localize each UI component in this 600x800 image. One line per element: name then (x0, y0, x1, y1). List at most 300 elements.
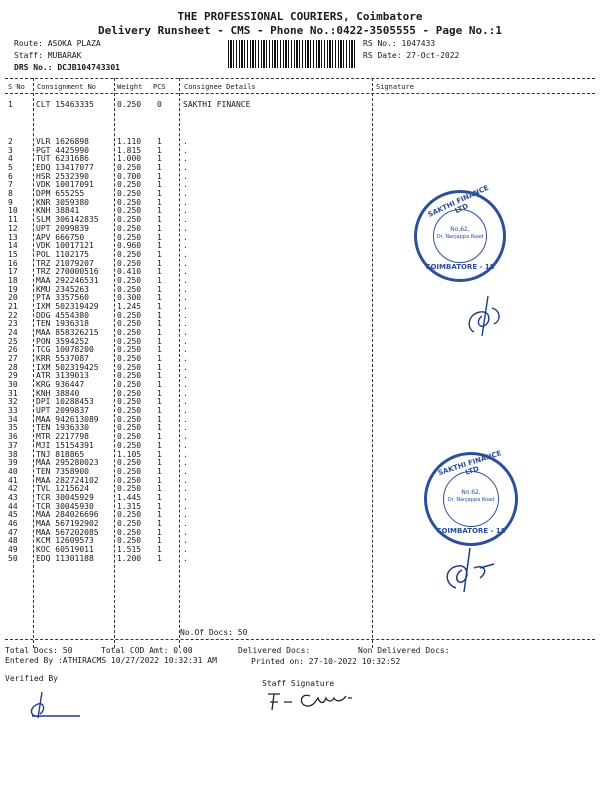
cell-consignee-dot: . (183, 406, 188, 416)
cell-pcs: 1 (157, 553, 162, 563)
cell-consignee-dot: . (183, 440, 188, 450)
cell-consignee-dot: . (183, 319, 188, 329)
cell-consignee-dot: . (183, 475, 188, 485)
cell-consignment: VLR 1626898 (36, 137, 89, 146)
cell-sno: 12 (8, 223, 18, 233)
table-row (0, 225, 600, 233)
cell-consignment: DDG 4554380 (36, 310, 89, 320)
cell-sno: 26 (8, 345, 18, 355)
col-header-pcs: PCS (153, 83, 166, 91)
cell-sno: 46 (8, 518, 18, 528)
cell-pcs: 1 (157, 171, 162, 181)
cell-sno: 33 (8, 406, 18, 416)
cell-consignee-dot: . (183, 362, 188, 372)
cell-consignee: SAKTHI FINANCE (183, 100, 251, 109)
cell-pcs: 1 (157, 180, 162, 190)
table-row (0, 312, 600, 320)
company-stamp: SAKTHI FINANCE LTD No.62, Dr. Nanjappa Road COIMBATORE - 18 (424, 452, 518, 546)
cell-weight: 0.250 (117, 284, 142, 294)
cell-weight: 0.250 (117, 518, 142, 528)
receiver-signature (440, 538, 500, 596)
cell-consignee-dot: . (183, 553, 188, 563)
cell-weight: 1.000 (117, 154, 142, 164)
cell-pcs: 1 (157, 414, 162, 424)
cell-consignee-dot: . (183, 484, 188, 494)
cell-pcs: 0 (157, 100, 162, 109)
cell-sno: 32 (8, 397, 18, 407)
cell-sno: 29 (8, 371, 18, 381)
col-header-signature: Signature (376, 83, 414, 91)
cell-pcs: 1 (157, 310, 162, 320)
cell-pcs: 1 (157, 501, 162, 511)
cell-consignment: MAA 295280023 (36, 458, 99, 468)
cell-sno: 45 (8, 510, 18, 520)
barcode (228, 40, 356, 68)
cell-weight: 0.300 (117, 293, 142, 303)
cell-consignee-dot: . (183, 397, 188, 407)
table-row (0, 442, 600, 450)
cell-consignee-dot: . (183, 545, 188, 554)
cell-pcs: 1 (157, 275, 162, 285)
cell-weight: 0.250 (117, 380, 142, 389)
cell-weight: 1.245 (117, 301, 142, 311)
cell-pcs: 1 (157, 527, 162, 537)
table-row (0, 286, 600, 294)
cell-consignee-dot: . (183, 518, 188, 528)
cell-consignment: MAA 292246531 (36, 275, 99, 285)
cell-consignment: KNR 3059380 (36, 197, 89, 207)
cell-consignee-dot: . (183, 206, 188, 216)
cell-consignment: KNH 38840 (36, 388, 80, 398)
cell-sno: 10 (8, 206, 18, 216)
cell-consignment: MAA 282724102 (36, 475, 99, 485)
cell-consignment: KOC 60519011 (36, 545, 94, 554)
cell-sno: 42 (8, 484, 18, 494)
cell-consignee-dot: . (183, 380, 188, 389)
cell-sno: 25 (8, 336, 18, 346)
cell-pcs: 1 (157, 518, 162, 528)
verifier-signature (22, 688, 82, 722)
cell-sno: 4 (8, 154, 13, 164)
cell-consignment: PTA 3357560 (36, 293, 89, 303)
cell-weight: 0.250 (117, 458, 142, 468)
cell-weight: 1.200 (117, 553, 142, 563)
cell-consignment: MAA 942613089 (36, 414, 99, 424)
cell-weight: 0.250 (117, 319, 142, 329)
cell-sno: 3 (8, 145, 13, 155)
cell-consignment: MAA 858326215 (36, 328, 99, 337)
table-row (0, 268, 600, 276)
cell-weight: 0.250 (117, 189, 142, 199)
cell-sno: 47 (8, 527, 18, 537)
cell-sno: 27 (8, 354, 18, 363)
cell-consignee-dot: . (183, 223, 188, 233)
cell-sno: 8 (8, 189, 13, 199)
cell-consignment: TEN 7358900 (36, 466, 89, 476)
cell-sno: 2 (8, 137, 13, 146)
col-header-sno: S No (8, 83, 25, 91)
cell-consignee-dot: . (183, 301, 188, 311)
cell-pcs: 1 (157, 232, 162, 242)
cell-consignment: UPT 2099839 (36, 223, 89, 233)
cell-weight: 0.250 (117, 336, 142, 346)
cell-consignment: TVL 1215624 (36, 484, 89, 494)
cell-consignment: IXM 502319425 (36, 362, 99, 372)
cell-consignment: KCM 12609573 (36, 536, 94, 546)
cell-consignee-dot: . (183, 249, 188, 259)
cell-consignee-dot: . (183, 449, 188, 459)
cell-sno: 36 (8, 432, 18, 442)
cell-consignment: KRR 5537087 (36, 354, 89, 363)
cell-pcs: 1 (157, 371, 162, 381)
table-row (0, 355, 600, 363)
total-cod: Total COD Amt: 0.00 (101, 646, 193, 655)
cell-pcs: 1 (157, 423, 162, 433)
cell-consignee-dot: . (183, 501, 188, 511)
cell-pcs: 1 (157, 258, 162, 268)
cell-weight: 0.250 (117, 163, 142, 172)
cell-weight: 1.515 (117, 545, 142, 554)
table-top-rule (5, 78, 595, 79)
cell-consignee-dot: . (183, 241, 188, 251)
cell-consignment: TEN 1936330 (36, 423, 89, 433)
table-bottom-rule (5, 639, 595, 640)
cell-consignee-dot: . (183, 154, 188, 164)
cell-weight: 0.250 (117, 354, 142, 363)
cell-sno: 30 (8, 380, 18, 389)
runsheet-title: Delivery Runsheet - CMS - Phone No.:0422-3505555 - Page No.:1 (98, 24, 502, 37)
cell-sno: 39 (8, 458, 18, 468)
cell-consignee-dot: . (183, 328, 188, 337)
cell-weight: 1.105 (117, 449, 142, 459)
cell-pcs: 1 (157, 466, 162, 476)
cell-sno: 44 (8, 501, 18, 511)
cell-weight: 0.250 (117, 197, 142, 207)
table-row (0, 181, 600, 189)
cell-consignment: MTR 2217798 (36, 432, 89, 442)
cell-consignment: TCG 10078200 (36, 345, 94, 355)
cell-weight: 0.250 (117, 432, 142, 442)
cell-pcs: 1 (157, 406, 162, 416)
cell-sno: 6 (8, 171, 13, 181)
cell-weight: 0.250 (117, 215, 142, 225)
cell-sno: 37 (8, 440, 18, 450)
cell-pcs: 1 (157, 154, 162, 164)
cell-sno: 48 (8, 536, 18, 546)
cell-sno: 23 (8, 319, 18, 329)
cell-weight: 0.250 (117, 180, 142, 190)
cell-consignee-dot: . (183, 388, 188, 398)
cell-consignment: TRZ 21079207 (36, 258, 94, 268)
cell-consignee-dot: . (183, 258, 188, 268)
cell-pcs: 1 (157, 362, 162, 372)
cell-consignment: IXM 502319429 (36, 301, 99, 311)
cell-sno: 22 (8, 310, 18, 320)
staff-label: Staff: MUBARAK (14, 51, 82, 60)
cell-sno: 43 (8, 492, 18, 502)
cell-pcs: 1 (157, 545, 162, 554)
cell-sno: 11 (8, 215, 18, 225)
cell-weight: 0.250 (117, 275, 142, 285)
table-row (0, 407, 600, 415)
cell-sno: 21 (8, 301, 18, 311)
cell-consignment: PON 3594252 (36, 336, 89, 346)
cell-consignment: EDQ 13417077 (36, 163, 94, 172)
cell-consignment: TRZ 270000516 (36, 267, 99, 277)
cell-consignee-dot: . (183, 215, 188, 225)
cell-weight: 1.110 (117, 137, 142, 146)
cell-weight: 0.250 (117, 397, 142, 407)
cell-weight: 0.250 (117, 423, 142, 433)
cell-sno: 20 (8, 293, 18, 303)
cell-consignment: TEN 1936318 (36, 319, 89, 329)
cell-consignment: EDQ 11301188 (36, 553, 94, 563)
staff-signature (262, 686, 382, 714)
cell-consignment: TNJ 818865 (36, 449, 85, 459)
staff-signature-label: Staff Signature (262, 679, 335, 688)
table-row (0, 329, 600, 337)
cell-pcs: 1 (157, 241, 162, 251)
cell-pcs: 1 (157, 267, 162, 277)
cell-pcs: 1 (157, 449, 162, 459)
cell-consignment: ATR 3139013 (36, 371, 89, 381)
cell-pcs: 1 (157, 397, 162, 407)
route-label: Route: ASOKA PLAZA (14, 39, 101, 48)
cell-consignee-dot: . (183, 180, 188, 190)
cell-sno: 18 (8, 275, 18, 285)
drs-number: DRS No.: DCJB104743301 (14, 63, 120, 72)
verified-by-label: Verified By (5, 674, 58, 683)
table-row (0, 416, 600, 424)
cell-weight: 1.445 (117, 492, 142, 502)
cell-consignment: UPT 2099837 (36, 406, 89, 416)
cell-weight: 0.250 (117, 466, 142, 476)
cell-weight: 0.250 (117, 440, 142, 450)
cell-consignee-dot: . (183, 267, 188, 277)
cell-consignment: VDK 10017121 (36, 241, 94, 251)
cell-weight: 1.815 (117, 145, 142, 155)
cell-consignee-dot: . (183, 284, 188, 294)
cell-pcs: 1 (157, 319, 162, 329)
cell-consignment: SLM 306142835 (36, 215, 99, 225)
cell-consignment: MJI 15154391 (36, 440, 94, 450)
table-row (0, 424, 600, 432)
table-row (0, 381, 600, 389)
cell-pcs: 1 (157, 284, 162, 294)
cell-weight: 0.250 (117, 249, 142, 259)
rs-number: RS No.: 1047433 (363, 39, 436, 48)
cell-weight: 0.250 (117, 232, 142, 242)
cell-consignee-dot: . (183, 414, 188, 424)
table-row (0, 398, 600, 406)
cell-consignee-dot: . (183, 345, 188, 355)
cell-pcs: 1 (157, 223, 162, 233)
cell-pcs: 1 (157, 432, 162, 442)
cell-consignee-dot: . (183, 371, 188, 381)
cell-consignee-dot: . (183, 336, 188, 346)
cell-sno: 50 (8, 553, 18, 563)
cell-pcs: 1 (157, 145, 162, 155)
cell-sno: 17 (8, 267, 18, 277)
table-row (0, 147, 600, 155)
table-row (0, 101, 600, 109)
printed-on: Printed on: 27-10-2022 10:32:52 (251, 657, 401, 666)
cell-sno: 34 (8, 414, 18, 424)
cell-consignee-dot: . (183, 232, 188, 242)
cell-consignment: APV 666750 (36, 232, 85, 242)
cell-consignee-dot: . (183, 275, 188, 285)
cell-sno: 1 (8, 100, 13, 109)
cell-pcs: 1 (157, 336, 162, 346)
cell-pcs: 1 (157, 293, 162, 303)
company-title: THE PROFESSIONAL COURIERS, Coimbatore (177, 10, 423, 23)
cell-pcs: 1 (157, 475, 162, 485)
table-row (0, 199, 600, 207)
cell-sno: 13 (8, 232, 18, 242)
cell-consignee-dot: . (183, 536, 188, 546)
cell-consignment: KRG 936447 (36, 380, 85, 389)
table-row (0, 242, 600, 250)
cell-weight: 0.250 (117, 362, 142, 372)
cell-pcs: 1 (157, 492, 162, 502)
delivered-docs: Delivered Docs: (238, 646, 311, 655)
cell-sno: 49 (8, 545, 18, 554)
cell-pcs: 1 (157, 388, 162, 398)
cell-pcs: 1 (157, 536, 162, 546)
col-header-consignee: Consignee Details (184, 83, 256, 91)
cell-consignment: MAA 284026696 (36, 510, 99, 520)
cell-consignee-dot: . (183, 310, 188, 320)
cell-sno: 40 (8, 466, 18, 476)
receiver-signature (460, 290, 510, 340)
cell-weight: 0.250 (117, 258, 142, 268)
cell-sno: 41 (8, 475, 18, 485)
cell-pcs: 1 (157, 440, 162, 450)
cell-pcs: 1 (157, 484, 162, 494)
cell-consignment: DPM 655255 (36, 189, 85, 199)
cell-weight: 0.250 (117, 484, 142, 494)
cell-pcs: 1 (157, 458, 162, 468)
table-row (0, 303, 600, 311)
table-row (0, 138, 600, 146)
table-row (0, 251, 600, 259)
cell-consignee-dot: . (183, 510, 188, 520)
cell-weight: 0.250 (117, 100, 142, 109)
cell-weight: 0.410 (117, 267, 142, 277)
cell-weight: 0.700 (117, 171, 142, 181)
cell-consignment: TCR 30045930 (36, 501, 94, 511)
cell-pcs: 1 (157, 215, 162, 225)
cell-consignee-dot: . (183, 423, 188, 433)
cell-pcs: 1 (157, 206, 162, 216)
cell-sno: 28 (8, 362, 18, 372)
table-row (0, 164, 600, 172)
cell-pcs: 1 (157, 249, 162, 259)
cell-weight: 0.250 (117, 527, 142, 537)
cell-weight: 0.250 (117, 510, 142, 520)
cell-weight: 0.250 (117, 414, 142, 424)
cell-pcs: 1 (157, 189, 162, 199)
cell-consignee-dot: . (183, 458, 188, 468)
cell-consignment: HSR 2532390 (36, 171, 89, 181)
cell-consignee-dot: . (183, 432, 188, 442)
cell-weight: 0.250 (117, 328, 142, 337)
cell-weight: 0.250 (117, 206, 142, 216)
cell-consignment: MAA 567202085 (36, 527, 99, 537)
table-row (0, 277, 600, 285)
cell-pcs: 1 (157, 380, 162, 389)
cell-sno: 24 (8, 328, 18, 337)
cell-consignment: DPI 10288453 (36, 397, 94, 407)
table-row (0, 546, 600, 554)
cell-consignment: POL 1102175 (36, 249, 89, 259)
cell-consignee-dot: . (183, 163, 188, 172)
rs-date: RS Date: 27-Oct-2022 (363, 51, 460, 60)
cell-consignment: VDK 10017091 (36, 180, 94, 190)
table-row (0, 433, 600, 441)
entered-by: Entered By :ATHIRACMS 10/27/2022 10:32:31 AM (5, 656, 217, 665)
cell-pcs: 1 (157, 345, 162, 355)
cell-sno: 9 (8, 197, 13, 207)
cell-weight: 0.960 (117, 241, 142, 251)
total-docs: Total Docs: 50 (5, 646, 73, 655)
cell-consignee-dot: . (183, 197, 188, 207)
cell-pcs: 1 (157, 163, 162, 172)
cell-weight: 0.250 (117, 406, 142, 416)
cell-weight: 0.250 (117, 371, 142, 381)
cell-weight: 0.250 (117, 536, 142, 546)
table-row (0, 346, 600, 354)
cell-consignee-dot: . (183, 527, 188, 537)
table-row (0, 364, 600, 372)
cell-consignee-dot: . (183, 137, 188, 146)
cell-consignee-dot: . (183, 293, 188, 303)
non-delivered-docs: Non Delivered Docs: (358, 646, 450, 655)
cell-pcs: 1 (157, 354, 162, 363)
table-row (0, 372, 600, 380)
cell-weight: 0.250 (117, 475, 142, 485)
cell-consignment: TUT 6231686 (36, 154, 89, 164)
cell-pcs: 1 (157, 137, 162, 146)
table-row (0, 294, 600, 302)
cell-sno: 35 (8, 423, 18, 433)
cell-consignment: KNH 38841 (36, 206, 80, 216)
cell-pcs: 1 (157, 301, 162, 311)
cell-weight: 0.250 (117, 388, 142, 398)
cell-consignee-dot: . (183, 145, 188, 155)
cell-consignment: PGT 4425990 (36, 145, 89, 155)
cell-consignment: TCR 30045929 (36, 492, 94, 502)
no-of-docs: No.Of Docs: 50 (180, 628, 248, 637)
cell-sno: 38 (8, 449, 18, 459)
cell-pcs: 1 (157, 197, 162, 207)
cell-weight: 0.250 (117, 223, 142, 233)
company-stamp: SAKTHI FINANCE LTD No.62, Dr. Nanjappa Road COIMBATORE - 18 (414, 190, 506, 282)
cell-pcs: 1 (157, 510, 162, 520)
cell-consignee-dot: . (183, 171, 188, 181)
cell-weight: 0.250 (117, 345, 142, 355)
cell-consignee-dot: . (183, 466, 188, 476)
cell-consignee-dot: . (183, 354, 188, 363)
cell-sno: 15 (8, 249, 18, 259)
cell-consignee-dot: . (183, 492, 188, 502)
cell-sno: 16 (8, 258, 18, 268)
cell-sno: 31 (8, 388, 18, 398)
col-header-weight: Weight (117, 83, 143, 91)
cell-consignment: KMU 2345263 (36, 284, 89, 294)
cell-pcs: 1 (157, 328, 162, 337)
cell-sno: 14 (8, 241, 18, 251)
